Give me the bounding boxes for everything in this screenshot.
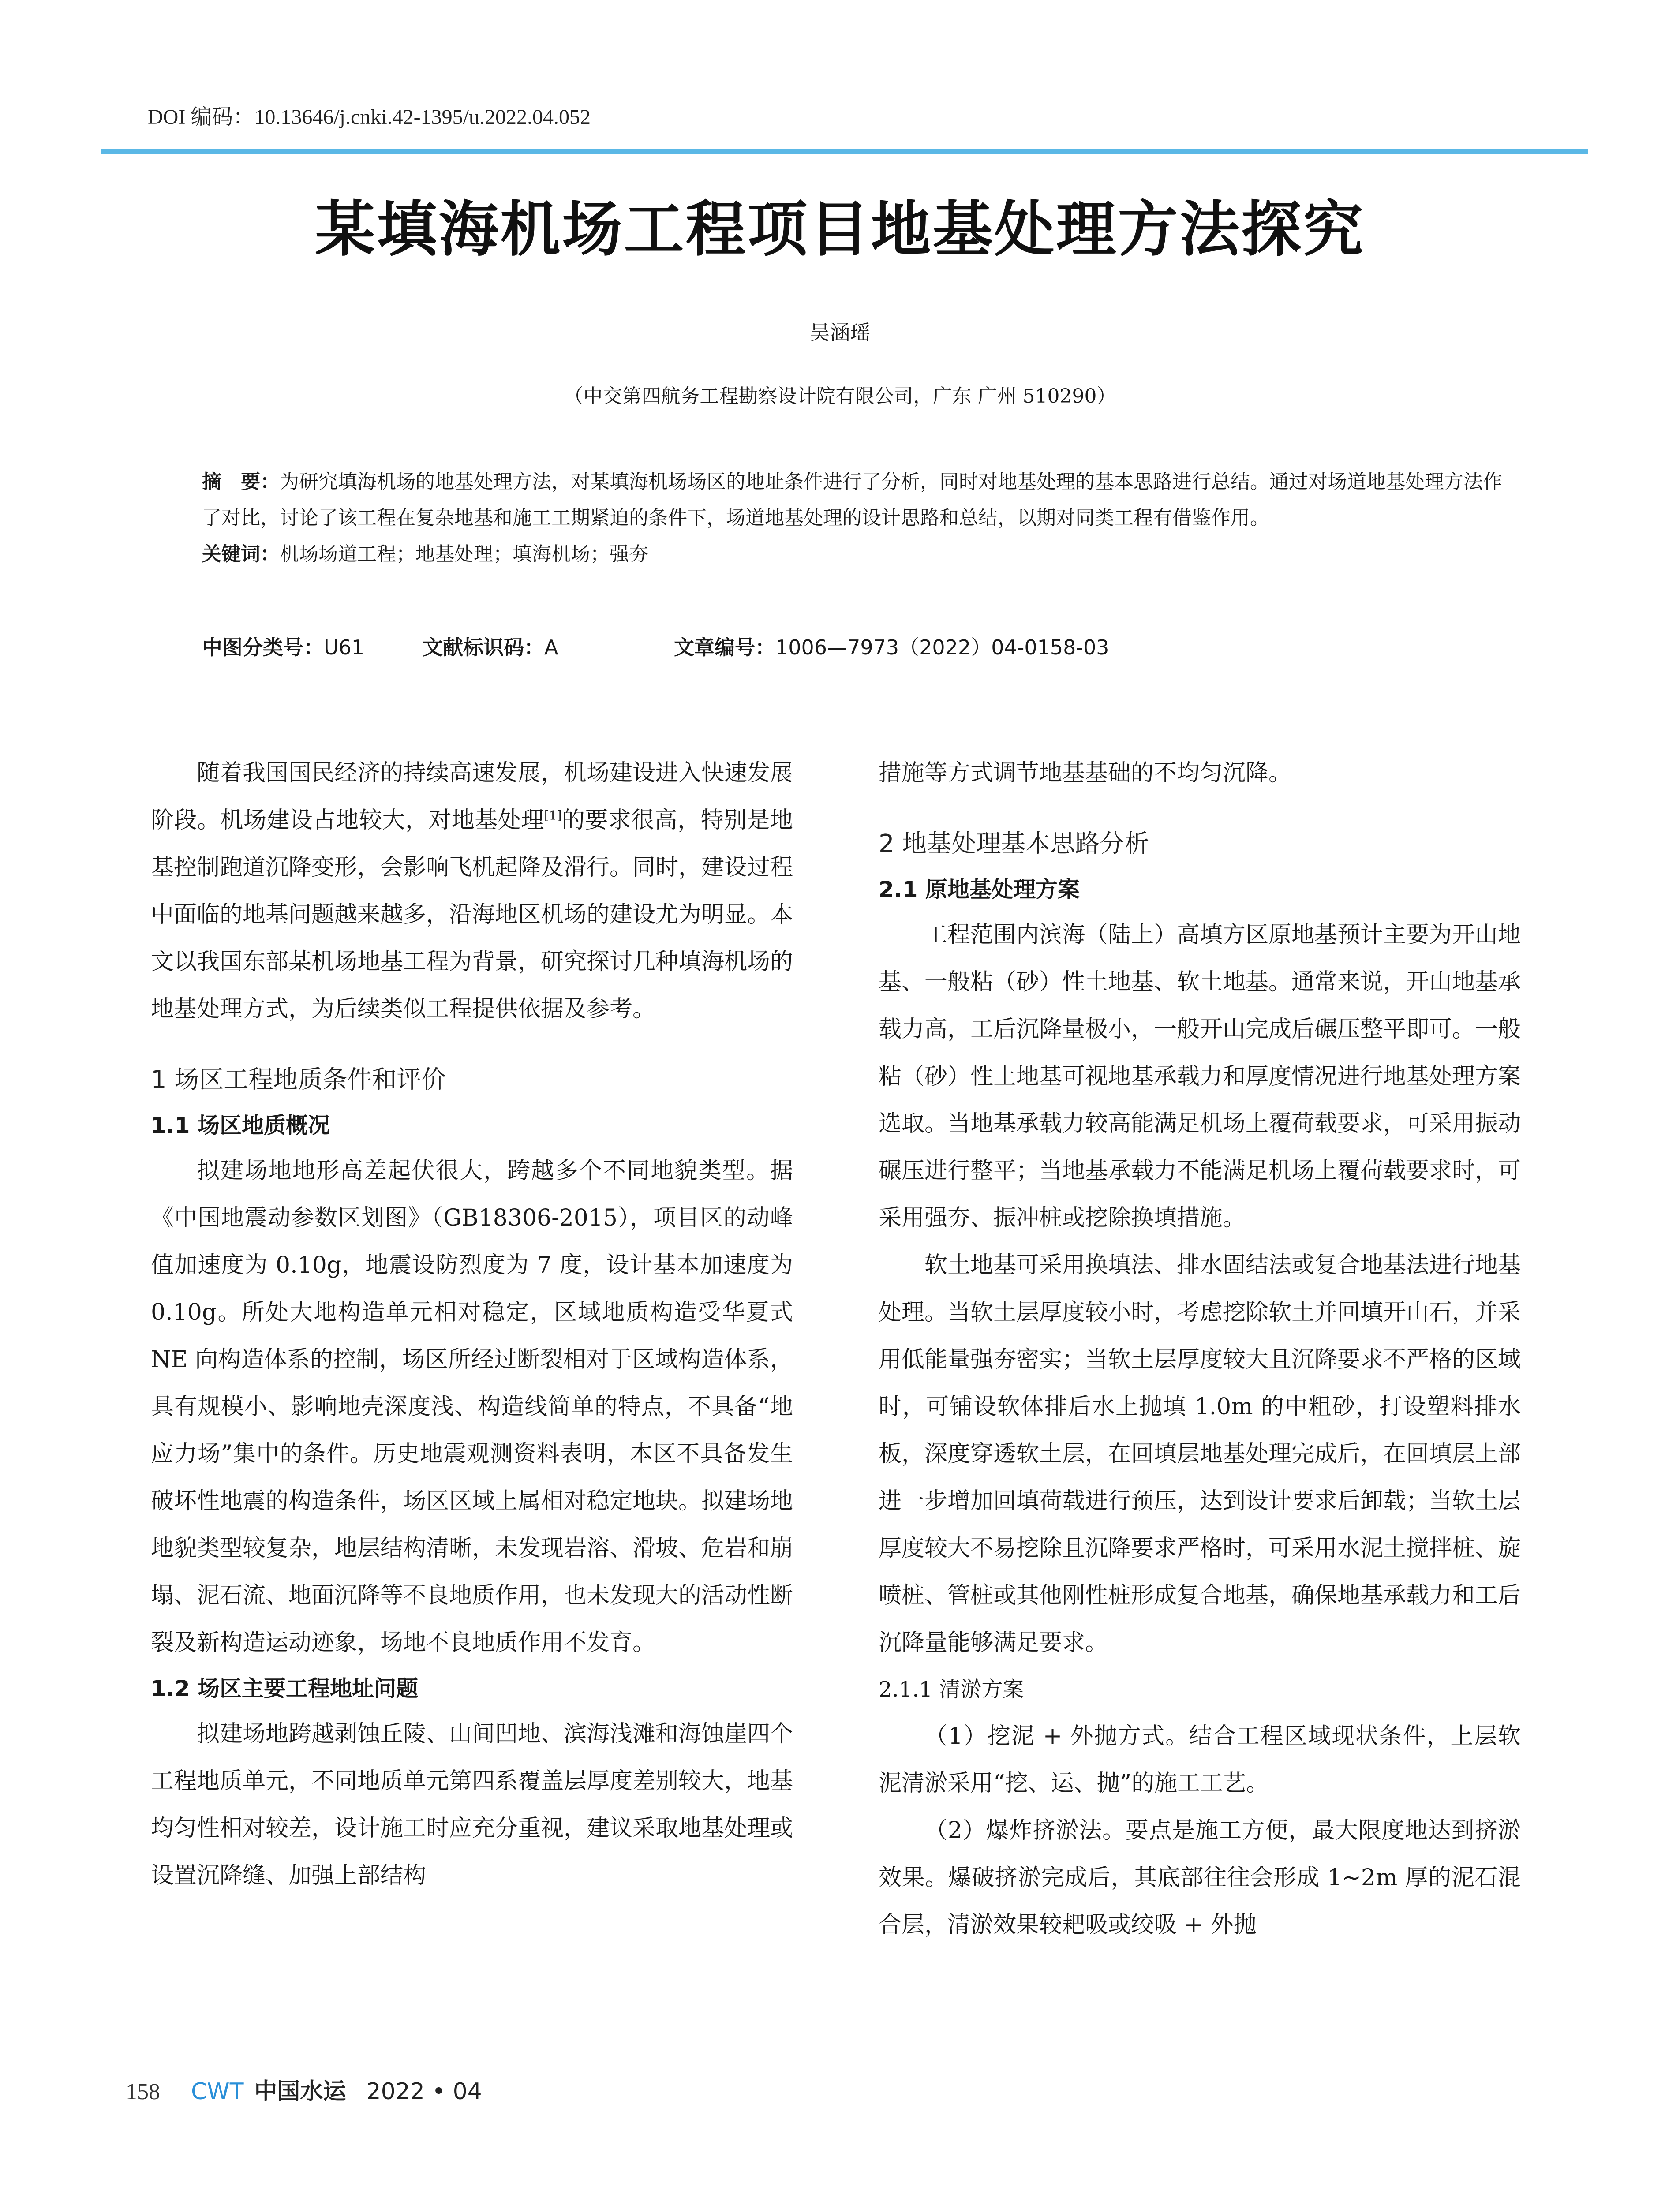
section-1-heading: 1 场区工程地质条件和评价 [151, 1065, 446, 1094]
paper-title: 某填海机场工程项目地基处理方法探究 [315, 194, 1365, 265]
abstract-label: 摘 要： [202, 471, 280, 493]
article-no-label: 文章编号： [674, 635, 775, 659]
section-1-1-heading: 1.1 场区地质概况 [151, 1113, 330, 1138]
keywords-label: 关键词： [202, 543, 280, 565]
abstract-text: 为研究填海机场的地基处理方法，对某填海机场场区的地址条件进行了分析，同时对地基处理的基本思路进行总结。通过对场道地基处理方法作了对比，讨论了该工程在复杂地基和施工工期紧迫的条件下，场道地基处理的设计思路和总结，以期对同类工程有借鉴作用。 [202, 471, 1502, 529]
header-rule [101, 149, 1588, 154]
doc-code-value: A [544, 635, 558, 659]
keywords-text: 机场场道工程；地基处理；填海机场；强夯 [280, 543, 648, 565]
doc-code-field [423, 632, 674, 661]
clc-label: 中图分类号： [202, 635, 324, 659]
section-1-2-heading: 1.2 场区主要工程地址问题 [151, 1676, 418, 1701]
page-footer [126, 2073, 482, 2106]
section-2-1-heading: 2.1 原地基处理方案 [879, 877, 1080, 902]
intro-paragraph [151, 750, 793, 1033]
keywords-paragraph [202, 536, 1508, 572]
classification-line [202, 632, 1508, 661]
author-name: 吴涵瑶 [809, 321, 871, 344]
section-2-1-1-heading: 2.1.1 清淤方案 [879, 1677, 1024, 1702]
section-2-heading: 2 地基处理基本思路分析 [879, 830, 1149, 858]
section-2-1-paragraph-2: 软土地基可采用换填法、排水固结法或复合地基法进行地基处理。当软土层厚度较小时，考虑挖除软土并回填开山石，并采用低能量强夯密实；当软土层厚度较大且沉降要求不严格的区域时，可铺设软体排后水上抛填 1.0m 的中粗砂，打设塑料排水板，深度穿透软土层，在回填层地基处理完成后，在回填层上部进一步增加回填荷载进行预压，达到设计要求后卸载；当软土层厚度较大不易挖除且沉降要求严格时，可采用水泥土搅拌桩、旋喷桩、管桩或其他刚性桩形成复合地基，确保地基承载力和工后沉降量能够满足要求。 [879, 1252, 1521, 1656]
section-1-2-text: 拟建场地跨越剥蚀丘陵、山间凹地、滨海浅滩和海蚀崖四个工程地质单元，不同地质单元第四系覆盖层厚度差别较大，地基均匀性相对较差，设计施工时应充分重视，建议采取地基处理或设置沉降缝、加强上部结构 [151, 1721, 793, 1889]
left-column [151, 750, 793, 1899]
continued-text: 措施等方式调节地基基础的不均匀沉降。 [879, 760, 1292, 786]
journal-issue: 2022 • 04 [366, 2078, 482, 2105]
affiliation: （中交第四航务工程勘察设计院有限公司，广东 广州 510290） [564, 385, 1116, 407]
journal-name: 中国水运 [254, 2078, 346, 2105]
intro-text-a: 随着我国国民经济的持续高速发展，机场建设进入快速发展阶段。机场建设占地较大，对地基处理 [151, 760, 793, 833]
page-number: 158 [126, 2079, 160, 2104]
intro-text-b: 的要求很高，特别是地基控制跑道沉降变形，会影响飞机起降及滑行。同时，建设过程中面临的地基问题越来越多，沿海地区机场的建设尤为明显。本文以我国东部某机场地基工程为背景，研究探讨几种填海机场的地基处理方式，为后续类似工程提供依据及参考。 [151, 807, 793, 1022]
journal-brand-logo: CWT [191, 2078, 244, 2105]
abstract-paragraph [202, 464, 1508, 536]
section-2-1-1-paragraph-1: （1）挖泥 + 外抛方式。结合工程区域现状条件，上层软泥清淤采用“挖、运、抛”的施工工艺。 [879, 1723, 1521, 1797]
doi-line: DOI 编码：10.13646/j.cnki.42-1395/u.2022.04.052 [148, 105, 591, 129]
article-no-field [674, 632, 1109, 661]
clc-field [202, 632, 423, 661]
section-2-1-paragraph-1: 工程范围内滨海（陆上）高填方区原地基预计主要为开山地基、一般粘（砂）性土地基、软土地基。通常来说，开山地基承载力高，工后沉降量极小，一般开山完成后碾压整平即可。一般粘（砂）性土地基可视地基承载力和厚度情况进行地基处理方案选取。当地基承载力较高能满足机场上覆荷载要求，可采用振动碾压进行整平；当地基承载力不能满足机场上覆荷载要求时，可采用强夯、振冲桩或挖除换填措施。 [879, 922, 1521, 1231]
doc-code-label: 文献标识码： [423, 635, 544, 659]
right-column [879, 750, 1521, 1949]
citation-ref: [1] [544, 808, 562, 823]
section-1-1-text: 拟建场地地形高差起伏很大，跨越多个不同地貌类型。据《中国地震动参数区划图》（GB18306-2015），项目区的动峰值加速度为 0.10g，地震设防烈度为 7 度，设计基本加速度为 0.10g。所处大地构造单元相对稳定，区域地质构造受华夏式 NE 向构造体系的控制，场区所经过断裂相对于区域构造体系，具有规模小、影响地壳深度浅、构造线简单的特点，不具备“地应力场”集中的条件。历史地震观测资料表明，本区不具备发生破坏性地震的构造条件，场区区域上属相对稳定地块。拟建场地地貌类型较复杂，地层结构清晰，未发现岩溶、滑坡、危岩和崩塌、泥石流、地面沉降等不良地质作用，也未发现大的活动性断裂及新构造运动迹象，场地不良地质作用不发育。 [151, 1158, 793, 1656]
clc-value: U61 [324, 635, 365, 659]
abstract-block [202, 464, 1508, 572]
section-2-1-1-paragraph-2: （2）爆炸挤淤法。要点是施工方便，最大限度地达到挤淤效果。爆破挤淤完成后，其底部往往会形成 1~2m 厚的泥石混合层，清淤效果较耙吸或绞吸 + 外抛 [879, 1817, 1521, 1938]
article-no-value: 1006—7973（2022）04-0158-03 [775, 635, 1109, 659]
